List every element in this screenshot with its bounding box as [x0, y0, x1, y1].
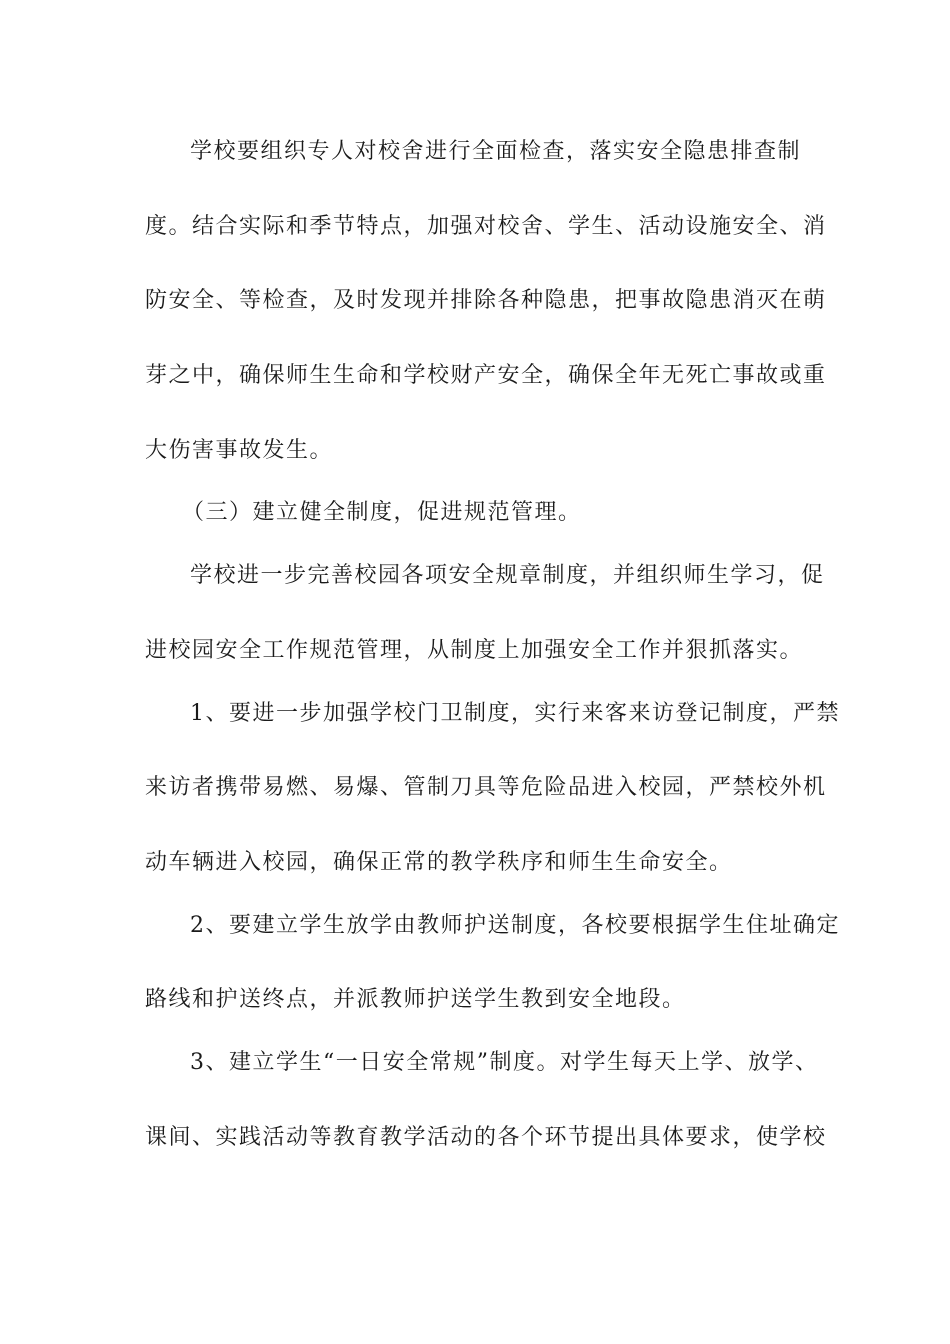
text-line: 大伤害事故发生。	[145, 438, 334, 463]
text-line: 学校进一步完善校园各项安全规章制度，并组织师生学习，促	[190, 563, 825, 588]
text-line: 进校园安全工作规范管理，从制度上加强安全工作并狠抓落实。	[145, 638, 804, 663]
text-line: 3、建立学生“一日安全常规”制度。对学生每天上学、放学、	[190, 1050, 819, 1075]
text-line: 动车辆进入校园，确保正常的教学秩序和师生生命安全。	[145, 850, 733, 875]
section-heading: （三）建立健全制度，促进规范管理。	[182, 500, 582, 525]
text-line: 芽之中，确保师生生命和学校财产安全，确保全年无死亡事故或重	[145, 363, 827, 388]
text-line: 课间、实践活动等教育教学活动的各个环节提出具体要求，使学校	[145, 1125, 827, 1150]
text-line: 学校要组织专人对校舍进行全面检查，落实安全隐患排查制	[190, 139, 802, 164]
text-line: 2、要建立学生放学由教师护送制度，各校要根据学生住址确定	[190, 913, 840, 938]
text-line: 度。结合实际和季节特点，加强对校舍、学生、活动设施安全、消	[145, 214, 827, 239]
text-line: 来访者携带易燃、易爆、管制刀具等危险品进入校园，严禁校外机	[145, 775, 827, 800]
text-line: 1、要进一步加强学校门卫制度，实行来客来访登记制度，严禁	[190, 701, 840, 726]
text-line: 防安全、等检查，及时发现并排除各种隐患，把事故隐患消灭在萌	[145, 288, 827, 313]
text-line: 路线和护送终点，并派教师护送学生教到安全地段。	[145, 987, 686, 1012]
